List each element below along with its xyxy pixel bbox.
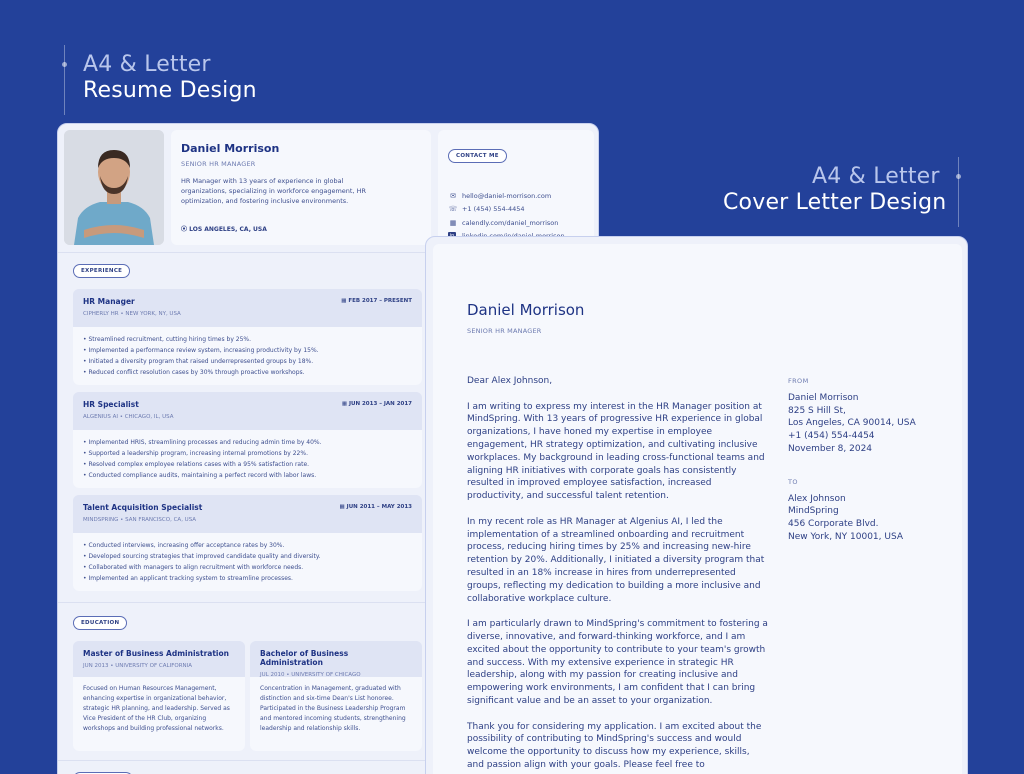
contact-phone[interactable] (448, 203, 584, 217)
cover-title: SENIOR HR MANAGER (467, 327, 542, 335)
job-dates (341, 298, 412, 304)
education-date: JUL 2010 (260, 672, 285, 678)
resume-location (181, 224, 267, 233)
job-bullets (73, 533, 422, 591)
heading-guide-dot-left (62, 62, 67, 67)
education-description: Focused on Human Resources Management, enhancing expertise in organizational behavior, strategic HR planning, and leadership. Served as Vice President of the HR Club, organizing workshops and building professional networks. (73, 677, 245, 751)
job-bullet: • Implemented HRIS, streamlining processes and reducing admin time by 40%. (83, 437, 412, 448)
profile-summary-box (171, 130, 431, 245)
cover-paragraph: I am particularly drawn to MindSpring's commitment to fostering a diverse, innovative, and forward-thinking workforce, and I am excited about the opportunity to contribute to your team's growth and success. With my extensive experience in strategic HR leadership, along with my passion for creating inclusive and empowering work environments, I am confident that I can bring significant value and be an asset to your organization. (467, 619, 768, 706)
job-location: CHICAGO, IL, USA (124, 414, 174, 420)
from-label: FROM (788, 377, 809, 385)
person-illustration (64, 130, 164, 245)
spacer (788, 456, 958, 476)
contact-calendly-text: calendly.com/daniel_morrison (462, 218, 559, 227)
heading-guide-line-right (958, 157, 959, 227)
to-line: 456 Corporate Blvd. (788, 519, 879, 530)
contact-calendly[interactable] (448, 216, 584, 230)
job-bullet: • Initiated a diversity program that raised underrepresented groups by 18%. (83, 356, 412, 367)
from-line: Daniel Morrison (788, 392, 859, 403)
greeting: Dear Alex Johnson, (467, 376, 553, 386)
job-dates (342, 401, 412, 407)
job-dates-text: JUN 2011 – MAY 2013 (346, 504, 412, 510)
job-bullet: • Resolved complex employee relations cases with a 95% satisfaction rate. (83, 459, 412, 470)
job-dates (340, 504, 412, 510)
cover-paragraph: Thank you for considering my application. I am excited about the possibility of contributing to MindSpring's success and would welcome the opportunity to discuss how my experience, skills, and passion align with your goals. Please feel free to (467, 721, 762, 770)
job-header (73, 392, 422, 430)
resume-heading-line2: Resume Design (83, 78, 257, 103)
job-header (73, 289, 422, 327)
job-location: SAN FRANCISCO, CA, USA (125, 517, 197, 523)
profile-photo (64, 130, 164, 245)
experience-section-label: EXPERIENCE (73, 264, 130, 278)
job-title: HR Specialist (83, 400, 139, 409)
cover-letter-preview (425, 236, 968, 774)
resume-location-text: LOS ANGELES, CA, USA (189, 226, 267, 233)
job-entry (73, 392, 422, 488)
calendar-icon: ▦ (341, 401, 348, 407)
location-pin-icon: ⦿ (181, 226, 188, 233)
cover-name: Daniel Morrison (467, 301, 585, 319)
job-bullet: • Developed sourcing strategies that improved candidate quality and diversity. (83, 551, 412, 562)
job-bullet: • Supported a leadership program, increasing internal promotions by 22%. (83, 448, 412, 459)
job-title: Talent Acquisition Specialist (83, 503, 203, 512)
job-bullet: • Implemented an applicant tracking system to streamline processes. (83, 573, 412, 584)
education-date: JUN 2013 (83, 663, 109, 669)
job-company: ALGENIUS AI (83, 414, 118, 420)
resume-title: SENIOR HR MANAGER (181, 160, 256, 168)
cover-letter-page (433, 244, 962, 774)
cover-heading-line1: A4 & Letter (812, 164, 940, 189)
calendar-icon: ▦ (449, 218, 457, 227)
job-company: CIPHERLY HR (83, 311, 119, 317)
job-entry (73, 495, 422, 591)
contact-phone-text: +1 (454) 554-4454 (462, 205, 525, 214)
calendar-icon: ▦ (339, 504, 345, 510)
heading-guide-line-left (64, 45, 65, 115)
education-degree: Bachelor of Business Administration (260, 649, 349, 667)
to-line: New York, NY 10001, USA (788, 531, 904, 542)
job-location: NEW YORK, NY, USA (125, 311, 181, 317)
job-bullets (73, 430, 422, 488)
job-meta: CIPHERLY HR • NEW YORK, NY, USA (83, 311, 181, 317)
job-bullet: • Reduced conflict resolution cases by 30% through proactive workshops. (83, 367, 412, 378)
cover-sidebar (788, 375, 958, 544)
education-degree: Master of Business Administration (83, 649, 229, 658)
job-header (73, 495, 422, 533)
resume-heading-line1: A4 & Letter (83, 52, 211, 77)
heading-guide-dot-right (956, 174, 961, 179)
job-dates-text: FEB 2017 – PRESENT (348, 298, 412, 304)
to-label: TO (788, 477, 798, 486)
education-entry (73, 641, 245, 751)
contact-email-text: hello@daniel-morrison.com (462, 191, 552, 200)
job-meta: MINDSPRING • SAN FRANCISCO, CA, USA (83, 517, 197, 523)
contact-box (438, 130, 594, 245)
to-line: MindSpring (788, 506, 839, 517)
from-line: November 8, 2024 (788, 443, 873, 454)
cover-heading-line2: Cover Letter Design (723, 190, 947, 215)
phone-icon: ☏ (448, 205, 458, 214)
contact-me-pill: CONTACT ME (448, 149, 507, 163)
job-bullet: • Conducted compliance audits, maintaining a perfect record with labor laws. (83, 470, 412, 481)
education-header (73, 641, 245, 677)
cover-paragraph: I am writing to express my interest in the HR Manager position at MindSpring. With 13 years of progressive HR experience in global organizations, I have honed my expertise in employee engagement, HR strategy optimization, and cultivating inclusive workplaces. My background in leading cross-functional teams and aligning HR initiatives with corporate goals has consistently resulted in improved employee satisfaction, increased productivity, and successful talent retention. (467, 401, 765, 502)
mail-icon: ✉ (450, 191, 456, 200)
job-company: MINDSPRING (83, 517, 119, 523)
education-school: UNIVERSITY OF CHICAGO (291, 672, 361, 678)
education-school: UNIVERSITY OF CALIFORNIA (115, 663, 193, 669)
job-dates-text: JUN 2013 – JAN 2017 (348, 401, 412, 407)
education-meta: JUN 2013 • UNIVERSITY OF CALIFORNIA (83, 663, 193, 669)
education-entry (250, 641, 422, 751)
contact-list (448, 189, 584, 243)
job-title: HR Manager (83, 297, 135, 306)
from-line: 825 S Hill St, (788, 405, 846, 416)
calendar-icon: ▦ (341, 298, 347, 304)
cover-paragraph: In my recent role as HR Manager at Algenius AI, I led the implementation of a streamlined onboarding and recruitment process, reducing hiring times by 25% and increasing new-hire retention by 20%. Additionally, I initiated a diversity program that resulted in an 18% increase in hires from underrepresented groups, reflecting my dedication to building a more inclusive and collaborative workplace culture. (467, 516, 765, 604)
education-section-label: EDUCATION (73, 616, 127, 630)
job-bullet: • Conducted interviews, increasing offer acceptance rates by 30%. (83, 540, 412, 551)
contact-email[interactable] (448, 189, 584, 203)
cover-letter-body (467, 375, 769, 774)
from-line: +1 (454) 554-4454 (788, 431, 875, 442)
education-description: Concentration in Management, graduated with distinction and six-time Dean's List honoree. Participated in the Business Leadership Program and mentored incoming students, strengthening leadership and relationship skills. (250, 677, 422, 751)
resume-name: Daniel Morrison (181, 142, 280, 155)
job-meta: ALGENIUS AI • CHICAGO, IL, USA (83, 414, 174, 420)
to-line: Alex Johnson (788, 493, 846, 504)
education-header (250, 641, 422, 677)
job-bullets (73, 327, 422, 385)
job-bullet: • Implemented a performance review system, increasing productivity by 15%. (83, 345, 412, 356)
job-bullet: • Streamlined recruitment, cutting hiring times by 25%. (83, 334, 412, 345)
resume-summary: HR Manager with 13 years of experience in global organizations, specializing in workforce engagement, HR optimization, and fostering inclusive environments. (181, 177, 366, 205)
education-meta: JUL 2010 • UNIVERSITY OF CHICAGO (260, 672, 361, 678)
from-line: Los Angeles, CA 90014, USA (788, 418, 916, 429)
job-entry (73, 289, 422, 385)
job-bullet: • Collaborated with managers to align recruitment with workforce needs. (83, 562, 412, 573)
